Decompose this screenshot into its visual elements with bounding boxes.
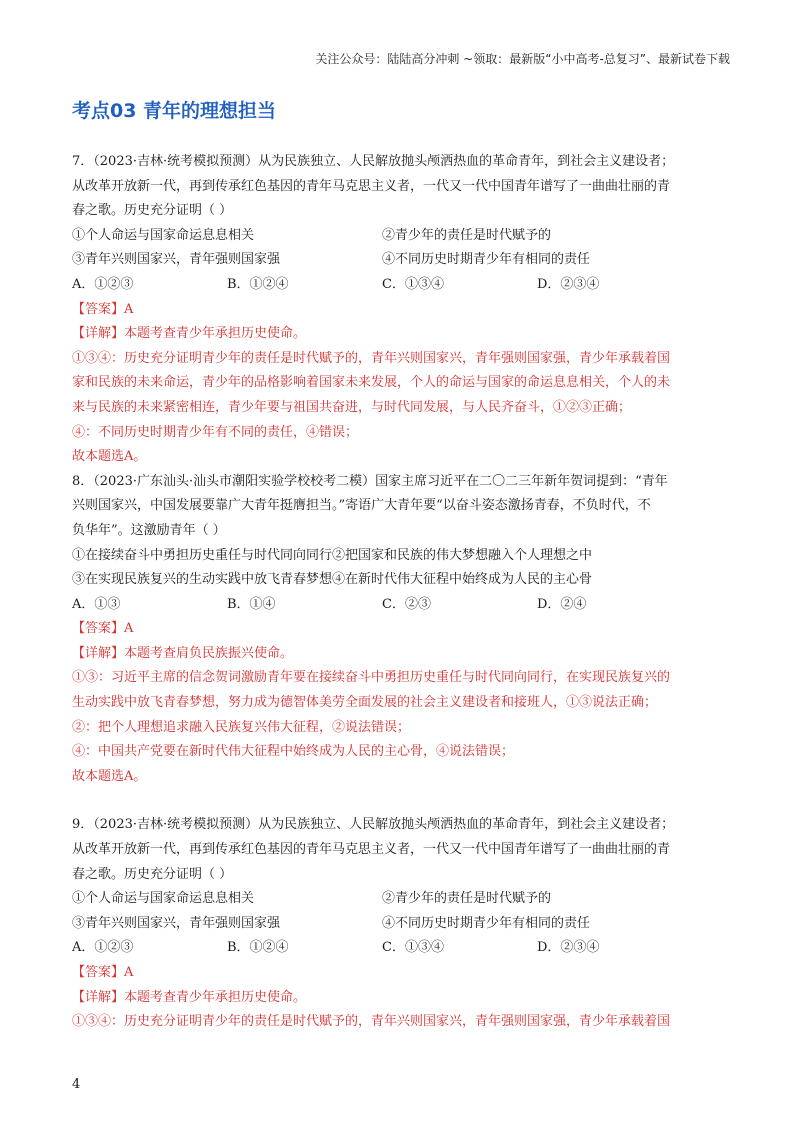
- detail-heading: 【详解】本题考查青少年承担历史使命。: [72, 326, 307, 342]
- choice-d: D．②③④: [537, 276, 600, 292]
- statement-row: [72, 224, 730, 249]
- choice-row: [72, 593, 730, 618]
- choice-a: A．①②③: [72, 940, 134, 956]
- statement-row: [72, 248, 730, 273]
- question-stem: 8．（2023·广东汕头·汕头市潮阳实验学校校考二模）国家主席习近平在二〇二三年新年贺词提到：“青年: [72, 473, 668, 489]
- statement-2: ②青少年的责任是时代赋予的: [382, 891, 552, 907]
- statement-3: ③青年兴则国家兴，青年强则国家强: [72, 915, 281, 931]
- detail-heading: 【详解】本题考查青少年承担历史使命。: [72, 989, 307, 1005]
- choice-b: B．①④: [227, 596, 276, 612]
- statement-row: ①在接续奋斗中勇担历史重任与时代同向同行②把国家和民族的伟大梦想融入个人理想之中: [72, 547, 593, 563]
- explanation-line: ④：中国共产党要在新时代伟大征程中始终成为人民的主心骨，④说法错误；: [72, 744, 515, 760]
- statement-row: [72, 887, 730, 912]
- choice-row: [72, 936, 730, 961]
- statement-row: [72, 912, 730, 937]
- choice-c: C．①③④: [382, 276, 444, 292]
- choice-b: B．①②④: [227, 276, 289, 292]
- statement-1: ①个人命运与国家命运息息相关: [72, 227, 255, 243]
- conclusion: 故本题选A。: [72, 449, 147, 465]
- spacer: [72, 789, 730, 813]
- statement-1: ①个人命运与国家命运息息相关: [72, 891, 255, 907]
- statement-row: ③在实现民族复兴的生动实践中放飞青春梦想④在新时代伟大征程中始终成为人民的主心骨: [72, 572, 593, 588]
- page-header: 关注公众号：陆陆高分冲刺 ~领取：最新版“小中高考-总复习”、最新试卷下载: [315, 52, 730, 66]
- section-title: 考点03 青年的理想担当: [72, 100, 277, 122]
- explanation-line: ①③④：历史充分证明青少年的责任是时代赋予的，青年兴则国家兴，青年强则国家强，青少年承载着国: [72, 1014, 671, 1030]
- choice-a: A．①②③: [72, 276, 134, 292]
- choice-c: C．①③④: [382, 940, 444, 956]
- question-stem: 负华年”。这激励青年（ ）: [72, 522, 226, 538]
- answer: 【答案】A: [72, 621, 134, 637]
- question-stem: 兴则国家兴，中国发展要靠广大青年挺膺担当。”寄语广大青年要“以奋斗姿态激扬青春，不负时代，不: [72, 498, 651, 514]
- explanation-line: ①③：习近平主席的信念贺词激励青年要在接续奋斗中勇担历史重任与时代同向同行，在实现民族复兴的: [72, 670, 671, 686]
- explanation-line: ④：不同历史时期青少年有不同的责任，④错误；: [72, 424, 359, 440]
- question-stem: 春之歌。历史充分证明（ ）: [72, 203, 233, 219]
- choice-c: C．②③: [382, 596, 431, 612]
- page-number: 4: [72, 1077, 81, 1092]
- question-stem: 9．（2023·吉林·统考模拟预测）从为民族独立、人民解放抛头颅洒热血的革命青年，到社会主义建设者；: [72, 817, 675, 833]
- statement-2: ②青少年的责任是时代赋予的: [382, 227, 552, 243]
- choice-b: B．①②④: [227, 940, 289, 956]
- question-stem: 春之歌。历史充分证明（ ）: [72, 866, 233, 882]
- explanation-line: ①③④：历史充分证明青少年的责任是时代赋予的，青年兴则国家兴，青年强则国家强，青少年承载着国: [72, 350, 671, 366]
- question-stem: 7．（2023·吉林·统考模拟预测）从为民族独立、人民解放抛头颅洒热血的革命青年，到社会主义建设者；: [72, 154, 675, 169]
- statement-4: ④不同历史时期青少年有相同的责任: [382, 252, 591, 268]
- question-8: [72, 470, 730, 790]
- conclusion: 故本题选A。: [72, 768, 147, 784]
- choice-d: D．②④: [537, 596, 587, 612]
- choice-d: D．②③④: [537, 940, 600, 956]
- answer: 【答案】A: [72, 965, 134, 980]
- explanation-line: 家和民族的未来命运，青少年的品格影响着国家未来发展，个人的命运与国家的命运息息相关，个人的未: [72, 375, 671, 391]
- question-content: [72, 150, 730, 1035]
- question-stem: 从改革开放新一代，再到传承红色基因的青年马克思主义者，一代又一代中国青年谱写了一曲曲壮丽的青: [72, 842, 671, 858]
- explanation-line: 生动实践中放飞青春梦想，努力成为德智体美劳全面发展的社会主义建设者和接班人，①③说法正确；: [72, 695, 658, 711]
- answer: 【答案】A: [72, 301, 134, 317]
- question-stem: 从改革开放新一代，再到传承红色基因的青年马克思主义者，一代又一代中国青年谱写了一曲曲壮丽的青: [72, 178, 671, 194]
- choice-row: [72, 273, 730, 298]
- question-7: [72, 150, 730, 470]
- detail-heading: 【详解】本题考查肩负民族振兴使命。: [72, 645, 294, 661]
- choice-a: A．①③: [72, 596, 121, 612]
- explanation-line: 来与民族的未来紧密相连，青少年要与祖国共奋进，与时代同发展，与人民齐奋斗，①②③正确；: [72, 399, 632, 415]
- statement-4: ④不同历史时期青少年有相同的责任: [382, 915, 591, 931]
- explanation-line: ②：把个人理想追求融入民族复兴伟大征程，②说法错误；: [72, 719, 411, 735]
- statement-3: ③青年兴则国家兴，青年强则国家强: [72, 252, 281, 268]
- question-9: [72, 813, 730, 1034]
